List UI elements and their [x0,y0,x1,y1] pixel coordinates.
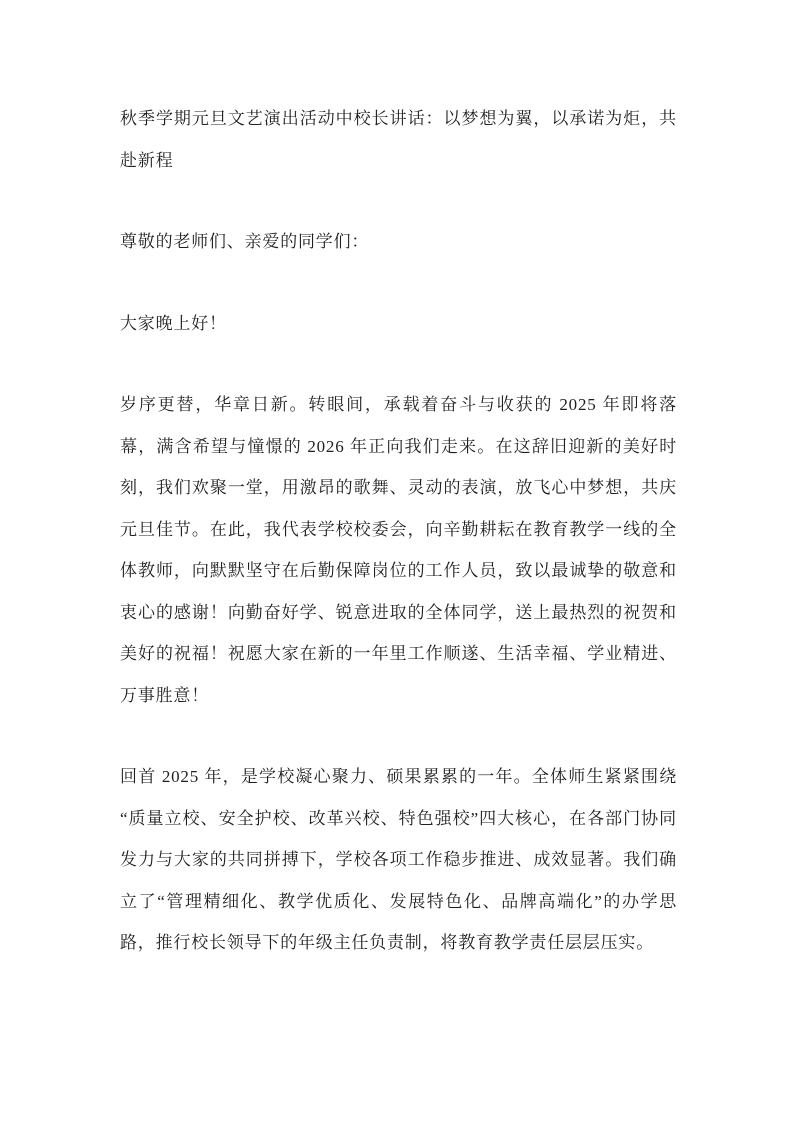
body-paragraph-newyear: 岁序更替，华章日新。转眼间，承载着奋斗与收获的 2025 年即将落幕，满含希望与憧憬的 2026 年正向我们走来。在这辞旧迎新的美好时刻，我们欢聚一堂，用激昂的歌舞、灵动的表演，放飞心中梦想，共庆元旦佳节。在此，我代表学校校委会，向辛勤耕耘在教育教学一线的全体教师，向默默坚守在后勤保障岗位的工作人员，致以最诚挚的敬意和衷心的感谢！向勤奋好学、锐意进取的全体同学，送上最热烈的祝贺和美好的祝福！祝愿大家在新的一年里工作顺遂、生活幸福、学业精进、万事胜意！ [120,395,677,705]
salutation-paragraph: 尊敬的老师们、亲爱的同学们： [120,232,370,251]
greeting-paragraph: 大家晚上好！ [120,313,227,333]
body-paragraph-review: 回首 2025 年，是学校凝心聚力、硕果累累的一年。全体师生紧紧围绕“质量立校、安全护校、改革兴校、特色强校”四大核心，在各部门协同发力与大家的共同拼搏下，学校各项工作稳步推进、成效显著。我们确立了“管理精细化、教学优质化、发展特色化、品牌高端化”的办学思路，推行校长领导下的年级主任负责制，将教育教学责任层层压实。 [120,767,677,952]
document-title: 秋季学期元旦文艺演出活动中校长讲话：以梦想为翼，以承诺为炬，共赴新程 [120,109,677,170]
document-content [120,98,677,964]
